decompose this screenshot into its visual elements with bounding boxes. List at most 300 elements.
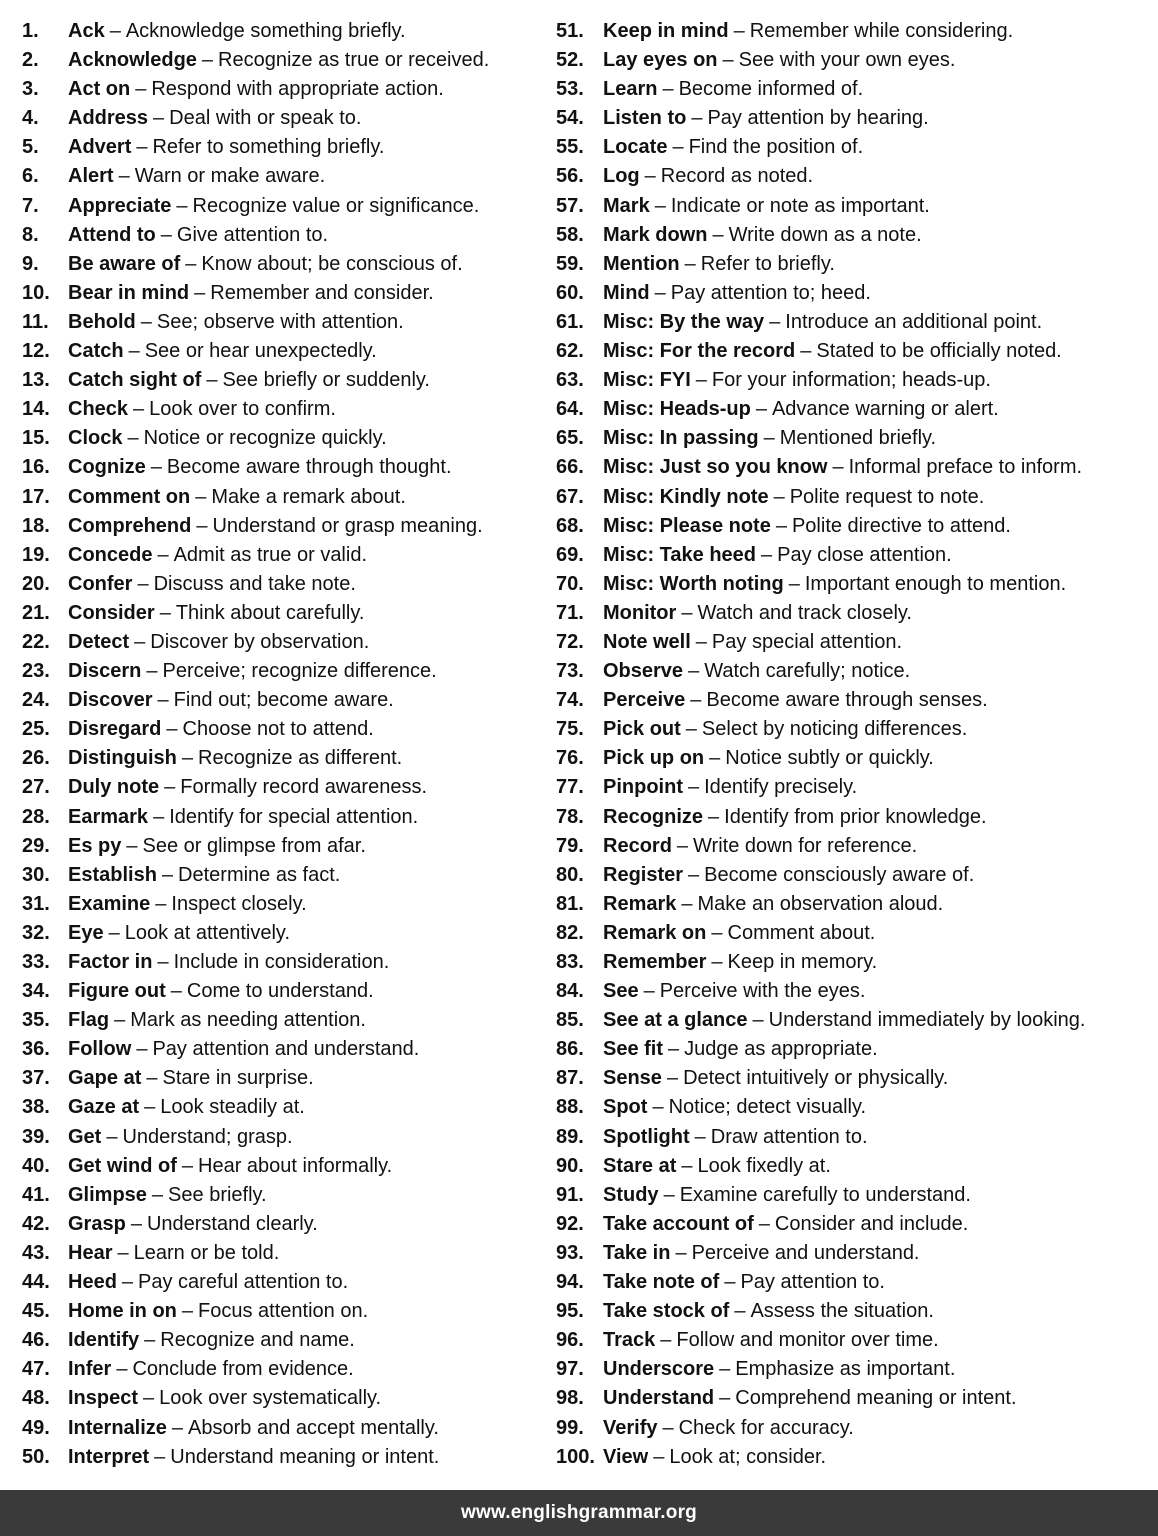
list-item	[22, 337, 552, 366]
item-separator: –	[690, 689, 702, 712]
item-number: 87.	[556, 1067, 584, 1090]
item-number: 83.	[556, 951, 584, 973]
item-definition: Important enough to mention.	[804, 572, 1067, 595]
item-number: 93.	[556, 1241, 584, 1264]
item-separator: –	[146, 660, 158, 683]
item-separator: –	[114, 1009, 126, 1032]
item-separator: –	[161, 863, 174, 886]
item-separator: –	[788, 572, 800, 595]
list-item	[556, 803, 1156, 832]
list-item	[556, 46, 1156, 75]
item-definition: Look over systematically.	[159, 1387, 382, 1410]
list-item	[22, 890, 552, 919]
item-number: 27.	[22, 776, 50, 799]
item-number: 24.	[22, 689, 50, 712]
item-definition: Include in consideration.	[173, 951, 390, 973]
item-definition: Become aware through senses.	[706, 689, 988, 712]
list-item	[556, 628, 1156, 657]
item-definition: Comment about.	[727, 921, 876, 944]
item-definition: Give attention to.	[176, 223, 329, 246]
item-separator: –	[116, 1358, 128, 1381]
item-term: Infer	[68, 1358, 112, 1381]
list-item	[556, 1384, 1156, 1413]
item-separator: –	[695, 630, 707, 653]
item-definition: Remember and consider.	[210, 281, 434, 304]
item-number: 48.	[22, 1387, 50, 1410]
item-number: 40.	[22, 1154, 50, 1177]
list-item	[22, 512, 552, 541]
item-number: 17.	[22, 485, 50, 508]
item-term: Mind	[603, 281, 650, 304]
item-number: 69.	[556, 543, 584, 566]
item-term: Listen to	[603, 107, 687, 130]
item-definition: Look at attentively.	[124, 921, 291, 944]
item-separator: –	[118, 165, 130, 188]
list-item	[22, 744, 552, 773]
item-definition: Warn or make aware.	[134, 165, 326, 188]
list-item	[22, 1414, 552, 1443]
item-separator: –	[117, 1241, 129, 1264]
item-separator: –	[654, 194, 666, 217]
item-definition: Find out; become aware.	[173, 689, 394, 712]
item-number: 31.	[22, 892, 50, 915]
list-item	[22, 1297, 552, 1326]
item-term: Note well	[603, 630, 691, 653]
list-item	[556, 1268, 1156, 1297]
item-term: Take in	[603, 1241, 671, 1264]
item-term: Interpret	[68, 1445, 150, 1468]
item-term: Concede	[68, 543, 153, 566]
item-number: 22.	[22, 630, 50, 653]
item-term: Misc: Heads-up	[603, 398, 751, 421]
item-term: Observe	[603, 660, 684, 683]
item-term: Comprehend	[68, 514, 192, 537]
list-item	[22, 250, 552, 279]
item-number: 10.	[22, 281, 50, 304]
item-separator: –	[185, 252, 197, 275]
item-definition: Notice or recognize quickly.	[143, 427, 387, 450]
item-separator: –	[143, 1387, 155, 1410]
item-number: 99.	[556, 1416, 584, 1439]
list-item	[22, 715, 552, 744]
item-term: Get wind of	[68, 1154, 177, 1177]
item-separator: –	[773, 485, 785, 508]
list-item	[22, 1239, 552, 1268]
list-item	[22, 628, 552, 657]
item-term: Study	[603, 1183, 659, 1206]
list-item	[22, 453, 552, 482]
item-number: 19.	[22, 543, 50, 566]
list-item	[22, 657, 552, 686]
list-item	[556, 1326, 1156, 1355]
item-separator: –	[121, 1271, 134, 1294]
item-number: 44.	[22, 1271, 50, 1294]
item-separator: –	[681, 601, 693, 624]
item-term: Address	[68, 107, 149, 130]
item-separator: –	[194, 281, 206, 304]
item-definition: Refer to briefly.	[700, 252, 835, 275]
item-number: 25.	[22, 718, 50, 741]
item-separator: –	[140, 310, 152, 333]
item-term: Learn	[603, 78, 658, 101]
item-definition: Discover by observation.	[150, 630, 370, 653]
item-definition: Detect intuitively or physically.	[683, 1067, 949, 1090]
item-separator: –	[133, 398, 145, 421]
list-item	[22, 104, 552, 133]
item-separator: –	[681, 892, 693, 915]
item-separator: –	[711, 951, 723, 973]
item-number: 33.	[22, 951, 50, 973]
item-term: Remember	[603, 951, 707, 973]
list-item	[556, 570, 1156, 599]
item-definition: Inspect closely.	[171, 892, 307, 915]
item-number: 32.	[22, 921, 50, 944]
item-definition: Respond with appropriate action.	[151, 78, 444, 101]
item-number: 34.	[22, 980, 50, 1003]
item-term: Pinpoint	[603, 776, 683, 799]
item-number: 57.	[556, 194, 584, 217]
item-separator: –	[160, 223, 172, 246]
item-separator: –	[672, 136, 684, 159]
item-number: 76.	[556, 747, 584, 770]
item-definition: Acknowledge something briefly.	[125, 20, 406, 42]
item-term: Act on	[68, 78, 131, 101]
item-separator: –	[734, 1300, 746, 1323]
item-number: 20.	[22, 572, 50, 595]
item-term: Catch	[68, 340, 124, 363]
item-number: 51.	[556, 20, 584, 42]
item-definition: Notice subtly or quickly.	[725, 747, 934, 770]
item-definition: Introduce an additional point.	[785, 310, 1043, 333]
item-separator: –	[157, 951, 169, 973]
item-number: 96.	[556, 1329, 584, 1352]
item-definition: Select by noticing differences.	[701, 718, 968, 741]
list-item	[556, 17, 1156, 46]
item-number: 64.	[556, 398, 584, 421]
item-definition: Perceive with the eyes.	[659, 980, 866, 1003]
item-definition: Check for accuracy.	[678, 1416, 854, 1439]
item-term: Verify	[603, 1416, 658, 1439]
item-definition: Understand clearly.	[146, 1212, 318, 1235]
item-number: 52.	[556, 49, 584, 72]
item-definition: Find the position of.	[688, 136, 864, 159]
item-number: 35.	[22, 1009, 50, 1032]
item-number: 82.	[556, 921, 584, 944]
item-definition: See or glimpse from afar.	[142, 834, 366, 857]
item-separator: –	[681, 1154, 693, 1177]
list-item	[556, 715, 1156, 744]
item-separator: –	[719, 1387, 731, 1410]
item-term: Mention	[603, 252, 680, 275]
item-definition: Understand; grasp.	[122, 1125, 293, 1148]
item-definition: Judge as appropriate.	[684, 1038, 878, 1061]
item-number: 3.	[22, 78, 39, 101]
item-definition: Watch and track closely.	[697, 601, 912, 624]
item-term: See at a glance	[603, 1009, 748, 1032]
list-item	[22, 541, 552, 570]
item-definition: Pay attention by hearing.	[707, 107, 929, 130]
item-number: 68.	[556, 514, 584, 537]
list-item	[22, 366, 552, 395]
list-item	[22, 1326, 552, 1355]
item-separator: –	[758, 1212, 770, 1235]
item-definition: See or hear unexpectedly.	[144, 340, 377, 363]
item-term: Behold	[68, 310, 136, 333]
item-definition: Look steadily at.	[160, 1096, 305, 1119]
item-separator: –	[106, 1125, 118, 1148]
list-item	[556, 192, 1156, 221]
item-number: 36.	[22, 1038, 50, 1061]
item-number: 100.	[556, 1445, 595, 1468]
item-term: Take note of	[603, 1271, 720, 1294]
item-term: Gape at	[68, 1067, 142, 1090]
item-number: 65.	[556, 427, 584, 450]
item-term: Glimpse	[68, 1183, 147, 1206]
list-item	[556, 744, 1156, 773]
item-separator: –	[206, 369, 218, 392]
item-separator: –	[775, 514, 787, 537]
item-separator: –	[170, 980, 182, 1003]
item-number: 73.	[556, 660, 584, 683]
item-term: Establish	[68, 863, 157, 886]
item-number: 75.	[556, 718, 584, 741]
item-definition: Notice; detect visually.	[668, 1096, 867, 1119]
item-definition: Understand immediately by looking.	[768, 1009, 1086, 1032]
item-definition: Assess the situation.	[750, 1300, 934, 1323]
item-separator: –	[155, 892, 167, 915]
item-definition: Polite request to note.	[789, 485, 985, 508]
item-separator: –	[135, 78, 147, 101]
item-term: Internalize	[68, 1416, 167, 1439]
item-separator: –	[712, 223, 724, 246]
item-term: Discover	[68, 689, 153, 712]
item-separator: –	[159, 601, 171, 624]
item-number: 5.	[22, 136, 39, 159]
item-definition: See briefly.	[168, 1183, 267, 1206]
list-item	[556, 483, 1156, 512]
item-number: 37.	[22, 1067, 50, 1090]
item-definition: Determine as fact.	[178, 863, 341, 886]
item-separator: –	[708, 805, 720, 828]
list-item	[556, 657, 1156, 686]
item-definition: Advance warning or alert.	[771, 398, 999, 421]
item-number: 43.	[22, 1241, 50, 1264]
item-separator: –	[181, 747, 194, 770]
item-separator: –	[181, 1154, 194, 1177]
item-number: 53.	[556, 78, 584, 101]
item-number: 78.	[556, 805, 584, 828]
item-definition: Remember while considering.	[749, 20, 1014, 42]
item-number: 62.	[556, 340, 584, 363]
item-definition: Consider and include.	[774, 1212, 969, 1235]
item-definition: Follow and monitor over time.	[676, 1329, 939, 1352]
item-separator: –	[128, 340, 140, 363]
list-item	[556, 1181, 1156, 1210]
item-separator: –	[752, 1009, 764, 1032]
item-term: Earmark	[68, 805, 149, 828]
item-term: Mark down	[603, 223, 708, 246]
list-item	[22, 1064, 552, 1093]
left-column	[22, 17, 552, 1472]
item-number: 6.	[22, 165, 39, 188]
item-definition: Hear about informally.	[198, 1154, 393, 1177]
item-number: 26.	[22, 747, 50, 770]
list-item	[556, 1064, 1156, 1093]
item-separator: –	[663, 1183, 675, 1206]
list-item	[22, 948, 552, 977]
item-term: Follow	[68, 1038, 132, 1061]
item-term: Discern	[68, 660, 142, 683]
list-item	[556, 773, 1156, 802]
item-separator: –	[694, 1125, 706, 1148]
item-term: Register	[603, 863, 684, 886]
list-item	[556, 1093, 1156, 1122]
list-item	[556, 861, 1156, 890]
item-number: 60.	[556, 281, 584, 304]
list-item	[556, 250, 1156, 279]
item-definition: Formally record awareness.	[180, 776, 427, 799]
item-definition: Discuss and take note.	[153, 572, 356, 595]
item-term: Heed	[68, 1271, 117, 1294]
item-separator: –	[652, 1096, 664, 1119]
item-term: Sense	[603, 1067, 662, 1090]
item-term: Figure out	[68, 980, 166, 1003]
item-number: 63.	[556, 369, 584, 392]
item-definition: Emphasize as important.	[735, 1358, 956, 1381]
item-separator: –	[832, 456, 844, 479]
item-number: 50.	[22, 1445, 50, 1468]
item-definition: Informal preface to inform.	[848, 456, 1083, 479]
item-term: Duly note	[68, 776, 160, 799]
item-term: Remark on	[603, 921, 707, 944]
item-number: 28.	[22, 805, 50, 828]
list-item	[556, 104, 1156, 133]
item-separator: –	[724, 1271, 736, 1294]
item-definition: Draw attention to.	[710, 1125, 868, 1148]
item-definition: Understand or grasp meaning.	[212, 514, 483, 537]
item-term: Misc: Kindly note	[603, 485, 769, 508]
item-number: 74.	[556, 689, 584, 712]
list-item	[556, 977, 1156, 1006]
item-separator: –	[763, 427, 775, 450]
item-separator: –	[711, 921, 723, 944]
item-separator: –	[136, 136, 148, 159]
item-separator: –	[176, 194, 188, 217]
list-item	[22, 221, 552, 250]
item-term: Consider	[68, 601, 155, 624]
item-number: 59.	[556, 252, 584, 275]
item-number: 49.	[22, 1416, 50, 1439]
item-definition: Record as noted.	[660, 165, 814, 188]
item-definition: Comprehend meaning or intent.	[735, 1387, 1017, 1410]
item-definition: Identify for special attention.	[169, 805, 419, 828]
item-number: 47.	[22, 1358, 50, 1381]
item-definition: Refer to something briefly.	[152, 136, 385, 159]
item-definition: See with your own eyes.	[738, 49, 956, 72]
item-number: 70.	[556, 572, 584, 595]
list-item	[22, 483, 552, 512]
list-item	[22, 395, 552, 424]
item-number: 9.	[22, 252, 39, 275]
list-item	[556, 453, 1156, 482]
item-term: Get	[68, 1125, 102, 1148]
item-separator: –	[733, 20, 745, 42]
item-definition: Look at; consider.	[669, 1445, 827, 1468]
item-term: See fit	[603, 1038, 664, 1061]
item-separator: –	[153, 805, 165, 828]
item-separator: –	[157, 543, 169, 566]
item-term: Be aware of	[68, 252, 181, 275]
item-term: Pick up on	[603, 747, 705, 770]
item-separator: –	[166, 718, 178, 741]
item-definition: Write down for reference.	[693, 834, 918, 857]
item-definition: Become informed of.	[678, 78, 864, 101]
item-definition: Recognize as different.	[198, 747, 403, 770]
list-item	[556, 424, 1156, 453]
item-number: 45.	[22, 1300, 50, 1323]
item-definition: Understand meaning or intent.	[170, 1445, 440, 1468]
item-term: Gaze at	[68, 1096, 140, 1119]
item-term: Misc: Take heed	[603, 543, 757, 566]
item-term: Misc: For the record	[603, 340, 796, 363]
item-number: 90.	[556, 1154, 584, 1177]
item-definition: Watch carefully; notice.	[704, 660, 911, 683]
list-item	[22, 192, 552, 221]
item-number: 2.	[22, 49, 39, 72]
list-item	[22, 570, 552, 599]
list-item	[22, 773, 552, 802]
list-item	[556, 395, 1156, 424]
item-term: Misc: In passing	[603, 427, 759, 450]
item-separator: –	[181, 1300, 194, 1323]
item-separator: –	[126, 834, 138, 857]
list-item	[556, 1210, 1156, 1239]
item-number: 39.	[22, 1125, 50, 1148]
item-definition: Identify precisely.	[704, 776, 858, 799]
item-definition: Pay close attention.	[777, 543, 952, 566]
website-url[interactable]: www.englishgrammar.org	[461, 1502, 697, 1523]
item-number: 98.	[556, 1387, 584, 1410]
item-separator: –	[653, 1445, 665, 1468]
item-definition: Recognize and name.	[160, 1329, 355, 1352]
item-separator: –	[722, 49, 734, 72]
item-number: 16.	[22, 456, 50, 479]
item-separator: –	[150, 456, 162, 479]
list-item	[22, 1093, 552, 1122]
item-number: 55.	[556, 136, 584, 159]
item-number: 13.	[22, 369, 50, 392]
item-separator: –	[136, 1038, 148, 1061]
item-term: Alert	[68, 165, 114, 188]
item-number: 89.	[556, 1125, 584, 1148]
item-number: 79.	[556, 834, 584, 857]
list-item	[22, 75, 552, 104]
item-separator: –	[675, 1241, 687, 1264]
item-number: 58.	[556, 223, 584, 246]
item-term: Eye	[68, 921, 104, 944]
item-definition: Write down as a note.	[728, 223, 922, 246]
list-item	[556, 308, 1156, 337]
item-definition: Examine carefully to understand.	[679, 1183, 971, 1206]
item-number: 54.	[556, 107, 584, 130]
list-item	[556, 221, 1156, 250]
list-item	[556, 948, 1156, 977]
item-term: Attend to	[68, 223, 156, 246]
item-term: Keep in mind	[603, 20, 729, 42]
list-item	[556, 1006, 1156, 1035]
item-separator: –	[719, 1358, 731, 1381]
item-definition: Recognize as true or received.	[218, 49, 490, 72]
